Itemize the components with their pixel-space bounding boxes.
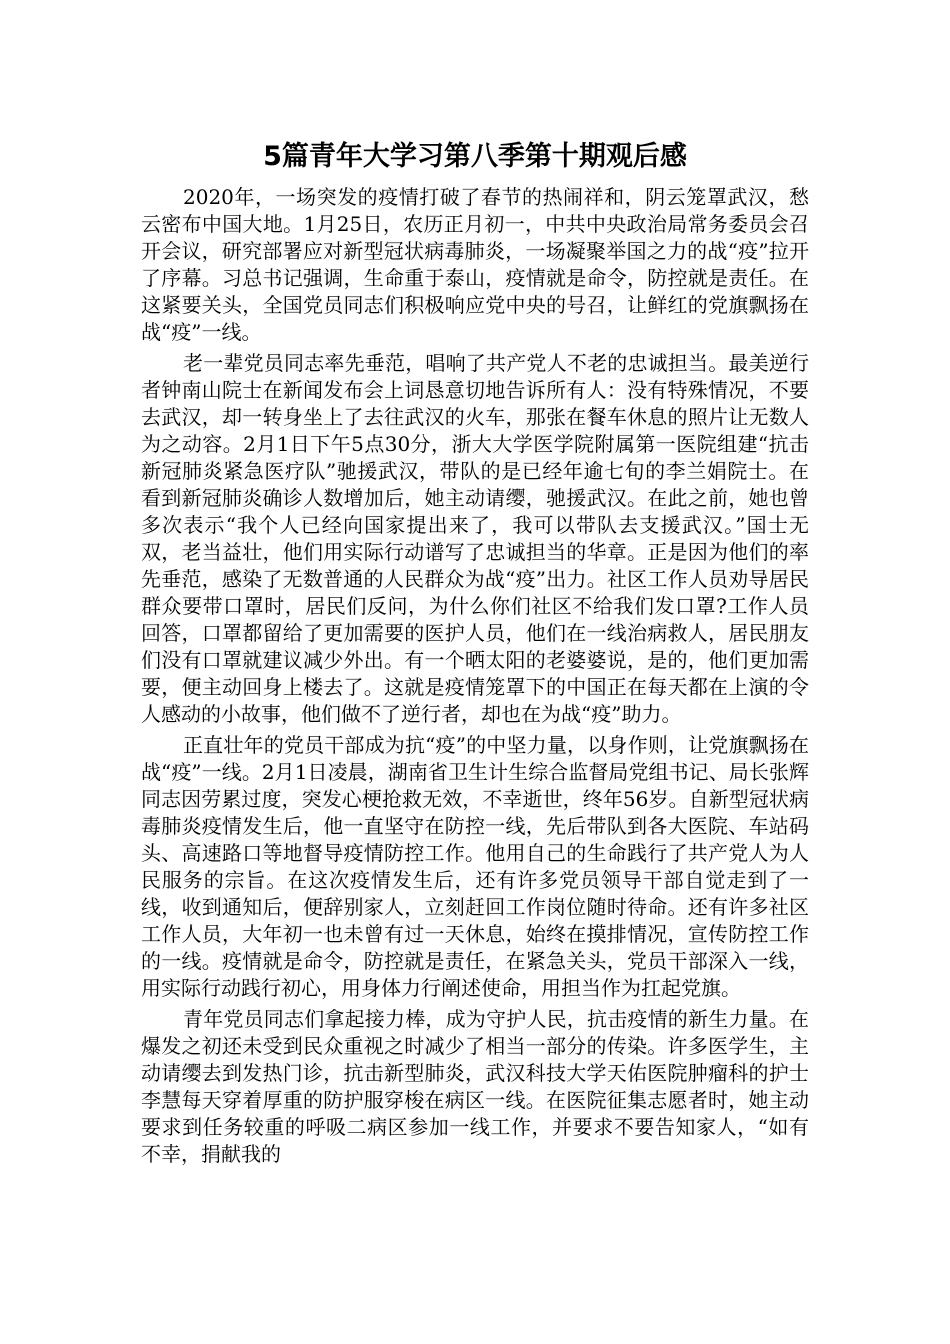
paragraph-1: 2020年，一场突发的疫情打破了春节的热闹祥和，阴云笼罩武汉，愁云密布中国大地。1月25日，农历正月初一，中共中央政治局常务委员会召开会议，研究部署应对新型冠状病毒肺炎，一场凝聚举国之力的战“疫”拉开了序幕。习总书记强调，生命重于泰山，疫情就是命令，防控就是责任。在这紧要关头，全国党员同志们积极响应党中央的号召，让鲜红的党旗飘扬在战“疫”一线。 [141,185,809,344]
document-title: 5篇青年大学习第八季第十期观后感 [263,141,687,172]
document-body [141,184,809,1172]
paragraph-2: 老一辈党员同志率先垂范，唱响了共产党人不老的忠诚担当。最美逆行者钟南山院士在新闻发布会上词恳意切地告诉所有人：没有特殊情况，不要去武汉，却一转身坐上了去往武汉的火车，那张在餐车休息的照片让无数人为之动容。2月1日下午5点30分，浙大大学医学院附属第一医院组建“抗击新冠肺炎紧急医疗队”驰援武汉，带队的是已经年逾七旬的李兰娟院士。在看到新冠肺炎确诊人数增加后，她主动请缨，驰援武汉。在此之前，她也曾多次表示“我个人已经向国家提出来了，我可以带队去支援武汉。”国士无双，老当益壮，他们用实际行动谱写了忠诚担当的华章。正是因为他们的率先垂范，感染了无数普通的人民群众为战“疫”出力。社区工作人员劝导居民群众要带口罩时，居民们反问，为什么你们社区不给我们发口罩?工作人员回答，口罩都留给了更加需要的医护人员，他们在一线治病救人，居民朋友们没有口罩就建议减少外出。有一个晒太阳的老婆婆说，是的，他们更加需要，便主动回身上楼去了。这就是疫情笼罩下的中国正在每天都在上演的令人感动的小故事，他们做不了逆行者，却也在为战“疫”助力。 [141,351,809,726]
paragraph-4: 青年党员同志们拿起接力棒，成为守护人民，抗击疫情的新生力量。在爆发之初还未受到民众重视之时减少了相当一部分的传染。许多医学生，主动请缨去到发热门诊，抗击新型肺炎，武汉科技大学天佑医院肿瘤科的护士李慧每天穿着厚重的防护服穿梭在病区一线。在医院征集志愿者时，她主动要求到任务较重的呼吸二病区参加一线工作，并要求不要告知家人，“如有不幸，捐献我的 [141,1007,809,1166]
paragraph-3: 正直壮年的党员干部成为抗“疫”的中坚力量，以身作则，让党旗飘扬在战“疫”一线。2月1日凌晨，湖南省卫生计生综合监督局党组书记、局长张辉同志因劳累过度，突发心梗抢救无效，不幸逝世，终年56岁。自新型冠状病毒肺炎疫情发生后，他一直坚守在防控一线，先后带队到各大医院、车站码头、高速路口等地督导疫情防控工作。他用自己的生命践行了共产党人为人民服务的宗旨。在这次疫情发生后，还有许多党员领导干部自觉走到了一线，收到通知后，便辞别家人，立刻赶回工作岗位随时待命。还有许多社区工作人员，大年初一也未曾有过一天休息，始终在摸排情况，宣传防控工作的一线。疫情就是命令，防控就是责任，在紧急关头，党员干部深入一线，用实际行动践行初心，用身体力行阐述使命，用担当作为扛起党旗。 [141,733,809,1000]
